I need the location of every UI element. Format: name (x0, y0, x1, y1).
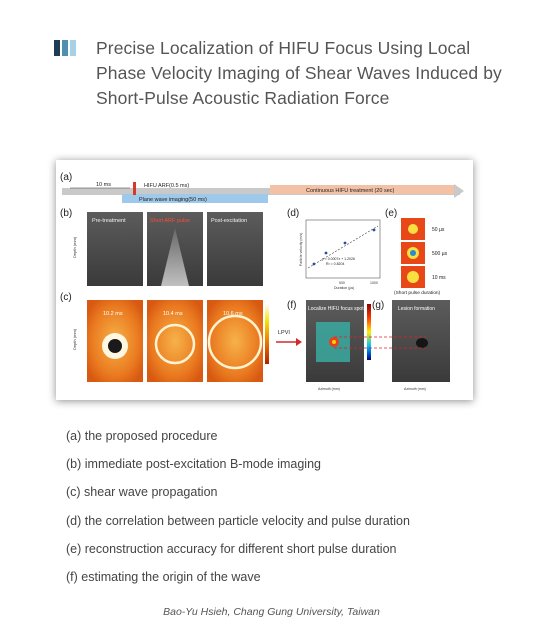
g-lesion (416, 338, 428, 348)
caption-b: (b) immediate post-excitation B-mode imaging (66, 457, 321, 472)
author-credit: Bao-Yu Hsieh, Chang Gung University, Taiwan (163, 606, 380, 618)
d-xtick: 500 (339, 281, 345, 285)
g-xlabel: Azimuth (mm) (404, 387, 426, 391)
e-caption: (Short pulse duration) (394, 291, 441, 296)
e-spot-2-inner (410, 250, 416, 256)
caption-c: (c) shear wave propagation (66, 485, 218, 500)
e-spot-3 (407, 271, 419, 283)
c-colorbar (265, 304, 269, 364)
e-label-2: 500 µs (432, 251, 448, 257)
c-ylabel: Depth (mm) (72, 328, 77, 350)
b-title-pre: Pre-treatment (92, 218, 126, 224)
page-title: Precise Localization of HIFU Focus Using Local Phase Velocity Imaging of Shear Waves Induced by Short-Pulse Acoustic Radiation Force (96, 38, 502, 108)
d-plot-frame (306, 220, 380, 278)
e-label-3: 10 ms (432, 275, 446, 281)
panel-label-e: (e) (385, 208, 398, 219)
treatment-label: Continuous HIFU treatment (20 sec) (306, 188, 395, 194)
panel-label-g: (g) (372, 300, 385, 311)
timeline-arrowhead (454, 184, 464, 198)
caption-list (66, 428, 506, 597)
caption-d: (d) the correlation between particle velocity and pulse duration (66, 513, 410, 528)
f-colorbar (367, 304, 371, 360)
b-ylabel: Depth (mm) (72, 236, 77, 258)
research-figure (56, 160, 473, 400)
logo-mark (54, 40, 80, 56)
arf-label: HIFU ARF(0.5 ms) (144, 183, 190, 189)
caption-a: (a) the proposed procedure (66, 429, 218, 443)
c-label-1: 10.2 ms (103, 311, 123, 317)
f-xlabel: Azimuth (mm) (318, 387, 340, 391)
d-xtick: 1000 (370, 281, 378, 285)
d-point (313, 263, 316, 266)
panel-label-a: (a) (60, 172, 73, 183)
b-title-arf: Short ARF pulse (150, 218, 191, 224)
arf-marker (133, 182, 136, 195)
c-label-3: 10.6 ms (223, 311, 243, 317)
d-point (344, 242, 347, 245)
e-spot-1 (408, 224, 418, 234)
f-focus-core (332, 340, 336, 344)
lpvi-arrowhead (296, 338, 302, 346)
panel-label-d: (d) (287, 208, 300, 219)
caption-f: (f) estimating the origin of the wave (66, 569, 261, 584)
f-title (308, 306, 364, 312)
f-title-text: Localize HIFU focus spot (308, 306, 364, 312)
d-fit-eq: y = 0.0007x + 1.2026 (322, 257, 355, 261)
gap-label: 10 ms (96, 182, 111, 188)
g-title: Lesion formation (398, 306, 435, 312)
d-r2: R² = 0.8204 (326, 262, 345, 266)
panel-label-b: (b) (60, 208, 73, 219)
d-point (325, 252, 328, 255)
b-title-post: Post-excitation (211, 218, 248, 224)
panel-label-c: (c) (60, 292, 72, 303)
imaging-label: Plane wave imaging(50 ms) (139, 197, 207, 203)
d-point (373, 229, 376, 232)
e-label-1: 50 µs (432, 227, 445, 233)
caption-e: (e) reconstruction accuracy for different short pulse duration (66, 541, 397, 556)
panel-label-f: (f) (287, 300, 297, 311)
d-xlabel: Duration (µs) (334, 286, 355, 290)
lpvi-label: LPVI (278, 330, 290, 336)
d-ylabel: Particle velocity (m/s) (299, 232, 303, 266)
c-label-2: 10.4 ms (163, 311, 183, 317)
c-core-1 (108, 339, 122, 353)
